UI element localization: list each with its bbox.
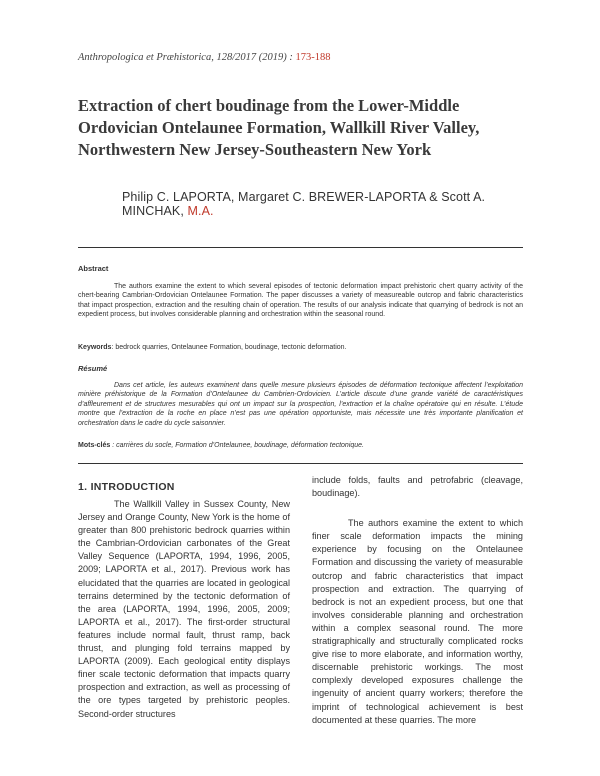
journal-name: Anthropologica et Præhistorica, 128/2017 (2019) : [78,52,296,63]
article-title: Extraction of chert boudinage from the Lower-Middle Ordovician Ontelaunee Formation, Wallkill River Valley, Northwestern New Jersey-Southeastern New York [78,96,480,159]
author-names: Philip C. LAPORTA, Margaret C. BREWER-LAPORTA & Scott A. MINCHAK, [122,190,486,218]
motscles-value: : carrières du socle, Formation d’Ontelaunee, boudinage, déformation tectonique. [110,442,365,449]
intro-paragraph-2: The authors examine the extent to which finer scale deformation impacts the mining experience by focusing on the Ontelaunee Formation and discussing the variety of measurable outcrop and fabric characteristics that impact prospection and extraction. The quarrying of bedrock is not an expedient process, but one that involves considerable planning and orchestration within a complex seasonal round. The more stratigraphically and structurally complicated rocks give rise to more elaborate, and information worthy, discernable prehistoric workings. The most complexly developed exposures challenge the ingenuity of ancient quarry workers; therefore the imprint of technological achievement is best documented at these quarries. The more [312,518,523,725]
section-heading: 1. INTRODUCTION [78,481,175,493]
keywords-label: Keywords [78,344,112,351]
bottom-rule [78,463,523,464]
abstract-heading: Abstract [78,264,109,273]
page-range-link[interactable]: 173-188 [295,52,331,63]
resume-text: Dans cet article, les auteurs examinent dans quelle mesure plusieurs épisodes de déformation tectonique affectent l’exploitation minière préhistorique de la Formation d’Ontelaunee du Cambrien-Ordovicien. L’article discute d’une grande variété de caractéristiques d’affleurement et de structures mesurables qui ont un impact sur la prospection, l’extraction et la chaîne opératoire qui en résulte. L’étude montre que l’extraction de la roche en place n’est pas une opération opportuniste, mais nécessite une très importante planification et orchestration dans le cadre du cycle saisonnier. [78,382,523,427]
journal-citation [78,52,330,63]
keywords-value: : bedrock quarries, Ontelaunee Formation, boudinage, tectonic deformation. [111,344,347,351]
abstract-text: The authors examine the extent to which several episodes of tectonic deformation impact prehistoric chert quarry activity of the chert-bearing Cambrian-Ordovician Ontelaunee Formation. The paper discusses a variety of measureable outcrop and fabric characteristics that impact prospection, extraction and the resulting chain of operation. The results of our analysis indicate that quarrying of bedrock is not an expedient process, but involves considerable planning and orchestration within the seasonal round. [78,283,523,319]
motscles-label: Mots-clés [78,442,111,449]
motscles-line [78,441,523,450]
author-line [122,190,542,218]
left-column [78,498,290,721]
intro-paragraph-1-continued: include folds, faults and petrofabric (cleavage, boudinage). [312,475,523,499]
author-degree: M.A. [187,204,214,218]
right-column [312,474,523,727]
keywords-line [78,343,523,352]
resume-heading: Résumé [78,364,108,373]
top-rule [78,247,523,248]
intro-paragraph-1: The Wallkill Valley in Sussex County, New Jersey and Orange County, New York is the home of greater than 800 prehistoric bedrock quarries within the Cambrian-Ordovician carbonates of the Great Valley Sequence (LAPORTA, 1994, 1996, 2005, 2009; LAPORTA et al., 2017). Previous work has elucidated that the quarries are located in geological terrains determined by the tectonic deformation of the area (LAPORTA, 1994, 1996, 2005, 2009; LAPORTA et al., 2017). The first-order structural features include normal fault, thrust ramp, back thrust, and plunging fold terrains mapped by LAPORTA (2009). Each geological entity displays finer scale tectonic deformation that impacts quarry prospection and extraction, as well as processing of the ore types targeted by prehistoric peoples. Second-order structures [78,499,290,719]
